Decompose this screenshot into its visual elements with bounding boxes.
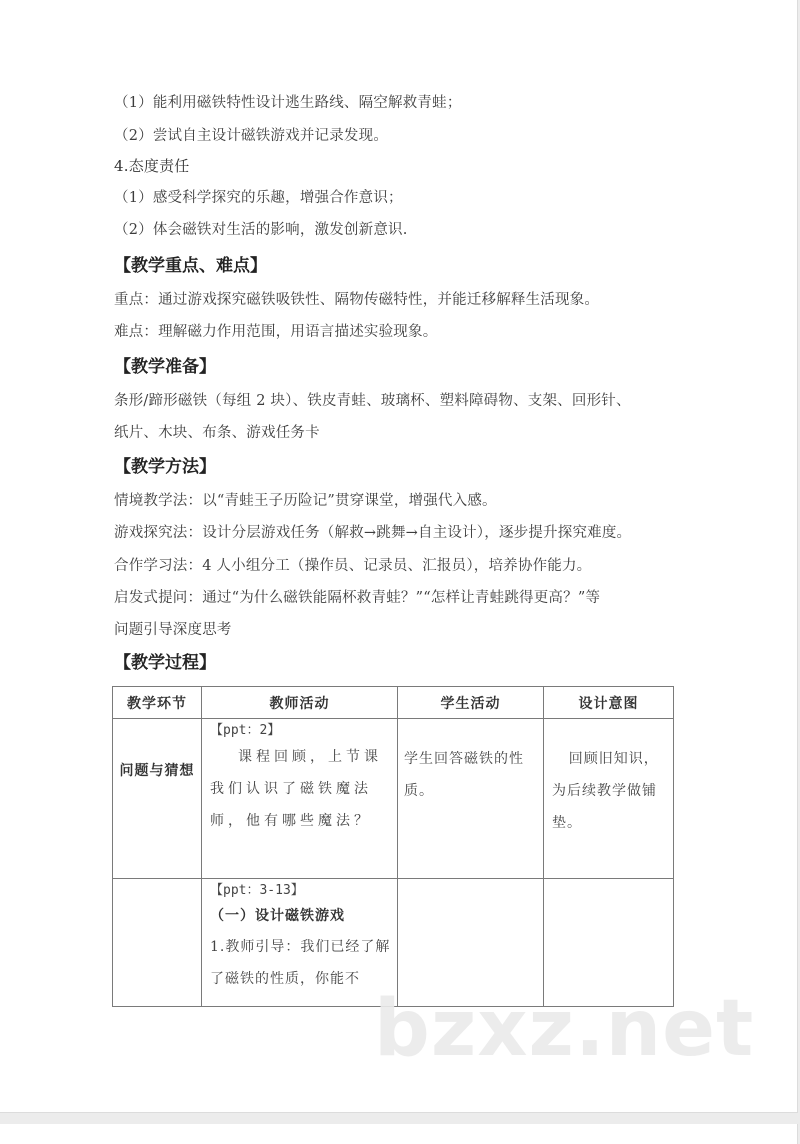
design-cell xyxy=(544,719,674,879)
table-row xyxy=(113,879,674,1007)
key-points-heading: 【教学重点、难点】 xyxy=(114,256,267,276)
process-heading: 【教学过程】 xyxy=(114,653,216,673)
preparation-line-2: 纸片、木块、布条、游戏任务卡 xyxy=(114,425,320,441)
attitude-item-1: （1）感受科学探究的乐趣，增强合作意识； xyxy=(114,190,403,206)
skill-item-1: （1）能利用磁铁特性设计逃生路线、隔空解救青蛙； xyxy=(114,95,462,111)
design-intent-text xyxy=(544,879,673,903)
attitude-item-2: （2）体会磁铁对生活的影响，激发创新意识. xyxy=(114,222,408,238)
column-header-design: 设计意图 xyxy=(544,687,674,719)
stage-label: 问题与猜想 xyxy=(119,763,195,779)
teacher-activity-text: 课程回顾，上节课我们认识了磁铁魔法师，他有哪些魔法？ xyxy=(210,749,382,829)
method-line-5: 问题引导深度思考 xyxy=(114,622,232,638)
teacher-cell xyxy=(202,879,398,1007)
teacher-activity-text: 1.教师引导：我们已经了解了磁铁的性质，你能不 xyxy=(210,939,391,987)
column-header-stage: 教学环节 xyxy=(113,687,202,719)
next-page-edge xyxy=(0,1124,798,1144)
preparation-line-1: 条形/蹄形磁铁（每组 2 块）、铁皮青蛙、玻璃杯、塑料障碍物、支架、回形针、 xyxy=(114,393,631,409)
column-header-teacher: 教师活动 xyxy=(202,687,398,719)
design-cell xyxy=(544,879,674,1007)
student-activity-text: 学生回答磁铁的性质。 xyxy=(404,751,524,799)
table-row xyxy=(113,719,674,879)
design-intent-text: 回顾旧知识，为后续教学做铺垫。 xyxy=(552,751,659,831)
table-header-row xyxy=(113,687,674,719)
method-line-1: 情境教学法：以“青蛙王子历险记”贯穿课堂，增强代入感。 xyxy=(114,493,497,509)
teacher-cell xyxy=(202,719,398,879)
stage-cell xyxy=(113,879,202,1007)
ppt-reference: 【ppt：3-13】 xyxy=(210,883,304,898)
attitude-title: 4.态度责任 xyxy=(114,157,190,175)
teaching-process-table xyxy=(112,686,674,1007)
skill-item-2: （2）尝试自主设计磁铁游戏并记录发现。 xyxy=(114,128,389,144)
teacher-subtitle: （一）设计磁铁游戏 xyxy=(210,908,345,924)
method-line-4: 启发式提问：通过“为什么磁铁能隔杯救青蛙？”“怎样让青蛙跳得更高？”等 xyxy=(114,590,601,606)
student-cell xyxy=(398,719,544,879)
methods-heading: 【教学方法】 xyxy=(114,457,216,477)
watermark: bzxz.net xyxy=(374,984,755,1074)
method-line-3: 合作学习法：4 人小组分工（操作员、记录员、汇报员），培养协作能力。 xyxy=(114,558,592,574)
key-point-focus: 重点：通过游戏探究磁铁吸铁性、隔物传磁特性，并能迁移解释生活现象。 xyxy=(114,292,600,308)
method-line-2: 游戏探究法：设计分层游戏任务（解救→跳舞→自主设计），逐步提升探究难度。 xyxy=(114,525,632,541)
student-cell xyxy=(398,879,544,1007)
student-activity-text xyxy=(398,879,543,903)
preparation-heading: 【教学准备】 xyxy=(114,357,216,377)
stage-cell xyxy=(113,719,202,879)
column-header-student: 学生活动 xyxy=(398,687,544,719)
key-point-difficulty: 难点：理解磁力作用范围，用语言描述实验现象。 xyxy=(114,324,438,340)
stage-label xyxy=(113,879,201,915)
ppt-reference: 【ppt：2】 xyxy=(210,723,281,738)
